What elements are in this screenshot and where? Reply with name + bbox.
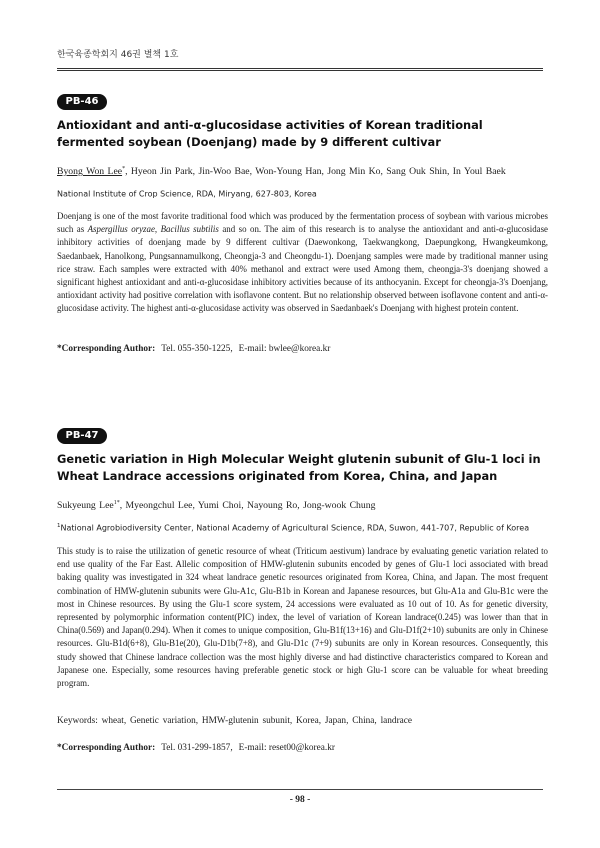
corresponding-author xyxy=(57,742,548,754)
header-rule xyxy=(57,68,543,69)
abstract-id-badge: PB-47 xyxy=(57,428,107,444)
abstract-species-names: Aspergillus oryzae, Bacillus subtilis xyxy=(87,224,219,235)
abstract-text-2: and so on. The aim of this research is to analyse the antioxidant and anti-α-glucosidase inhibitory activities of doenjang made by 9 different cultivar (Daewonkong, Taekwangkong, Daepungkong, Hwangkeumkong, Saedanbaek, Hanolkong, Pungsannamulkong, Cheongja-3 and Cheongdu-1). Doenjang samples were made by traditional manner using rice straw. Each samples were extracted with 40% methanol and extract were used Among them, cheongja-3's doenjang showed a significant highest antioxidant and anti-α-glucosidase inhibitory activities because of its anthocyanin. Except for cheongja-3's Doenjang, antioxidant activity had positive correlation with isoflavone content. But no relationship observed between isoflavone content and anti-α-glucosidase activity. The highest anti-α-glucosidase activity was observed in Saedanbaek's Doenjang with highest protein content. xyxy=(57,224,548,314)
corresponding-author-label: *Corresponding Author: xyxy=(57,344,156,354)
affiliation xyxy=(57,187,548,200)
page-number: - 98 - xyxy=(289,795,311,805)
co-authors: , Myeongchul Lee, Yumi Choi, Nayoung Ro, Jong-wook Chung xyxy=(119,500,376,512)
abstract-title: Antioxidant and anti-α-glucosidase activities of Korean traditional fermented soybean (Doenjang) made by 9 different cultivar xyxy=(57,118,483,149)
affiliation-text: National Institute of Crop Science, RDA, Miryang, 627-803, Korea xyxy=(57,189,317,199)
corresponding-author-email: E-mail: bwlee@korea.kr xyxy=(238,344,331,354)
keywords: Keywords: wheat, Genetic variation, HMW-glutenin subunit, Korea, Japan, China, landrace xyxy=(57,716,413,726)
affiliation-text: National Agrobiodiversity Center, National Academy of Agricultural Science, RDA, Suwon, 441-707, Republic of Korea xyxy=(60,523,530,533)
corresponding-author-email: E-mail: reset00@korea.kr xyxy=(238,743,335,753)
co-authors: , Hyeon Jin Park, Jin-Woo Bae, Won-Young Han, Jong Min Ko, Sang Ouk Shin, In Youl Baek xyxy=(125,166,506,178)
presenting-author: Sukyeung Lee xyxy=(57,500,114,512)
abstract-body xyxy=(57,210,548,316)
affiliation xyxy=(57,521,548,534)
running-head: 한국육종학회지 46권 별책 1호 xyxy=(57,50,179,60)
abstract-body xyxy=(57,545,548,690)
abstract-text-1: This study is to raise the utilization of genetic resource of wheat (Triticum aestivum) landrace by evaluating genetic variation related to end use quality of the Far East. Allelic composition of HMW-glutenin subunits encoded by genes of Glu-1 loci associated with bread baking quality was investigated in 324 wheat landrace genetic resources originated from Korea, China, and Japan. The most frequent combination of HMW-glutenin subunits were Glu-A1c, Glu-B1b in Korean and Japanese resources, but Glu-A1a and Glu-B1c were the most in Chinese resources. By using the Glu-1 score system, 24 accessions were evaluated as 10 out of 10. As for genetic diversity, represented by polymorphic information content(PIC) index, the level of variation of Korean landrace(0.245) was lower than that in China(0.569) and Japan(0.294). When it comes to unique composition, Glu-B1f(13+16) and Glu-D1f(2+10) subunits are only in Chinese resources. Glu-B1d(6+8), Glu-B1e(20), Glu-D1b(7+8), and Glu-D1c (7+9) subunits are only in Korean resources. Consequently, this study showed that Chinese landrace collection was the most highly diverse and had distinctive characteristics compared to Korean and Japanese one. Especially, some resources having preferable genetic stock or high Glu-1 score can be valuable for wheat breeding program. xyxy=(57,546,548,689)
corresponding-author-label: *Corresponding Author: xyxy=(57,743,156,753)
corresponding-author-tel: Tel. 031-299-1857, xyxy=(161,743,233,753)
presenting-author: Byong Won Lee xyxy=(57,166,123,178)
corresponding-author-tel: Tel. 055-350-1225, xyxy=(161,344,233,354)
corresponding-author xyxy=(57,343,548,355)
footer-rule xyxy=(57,789,543,790)
author-marker: * xyxy=(122,166,126,172)
header-rule-thin xyxy=(57,70,543,71)
author-list xyxy=(57,497,548,512)
abstract-text-1: Doenjang is one of the most favorite traditional food which was produced by the fermentation process of soybean with various microbes such as xyxy=(57,211,548,235)
author-list xyxy=(57,163,548,178)
affiliation-marker: 1 xyxy=(57,523,61,529)
abstract-id-badge: PB-46 xyxy=(57,94,107,110)
author-marker: 1* xyxy=(113,500,120,506)
abstract-title: Genetic variation in High Molecular Weight glutenin subunit of Glu-1 loci in Wheat Landrace accessions originated from Korea, China, and Japan xyxy=(57,452,541,483)
